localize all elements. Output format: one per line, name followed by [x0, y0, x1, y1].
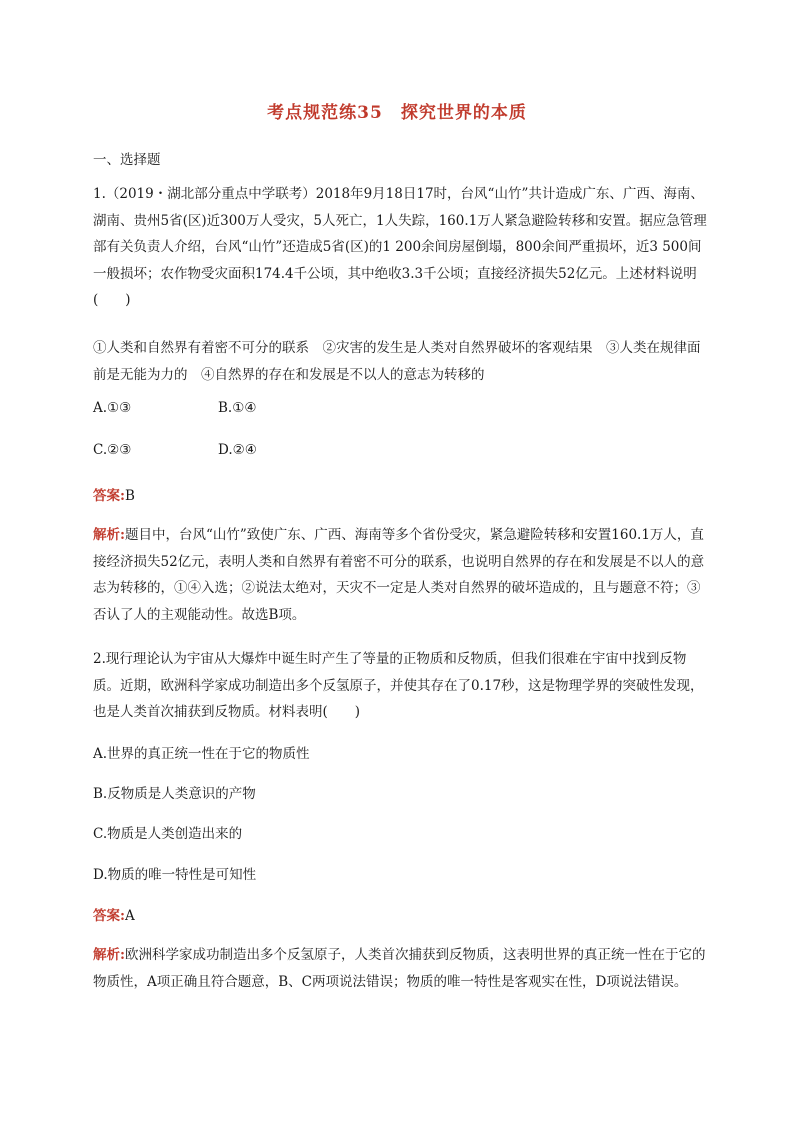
question-2-stem: 2.现行理论认为宇宙从大爆炸中诞生时产生了等量的正物质和反物质，但我们很难在宇宙中找到反物质。近期，欧洲科学家成功制造出多个反氢原子，并使其存在了0.17秒，这是物理学界的突破性发现，也是人类首次捕获到反物质。材料表明( )	[93, 651, 704, 720]
question-2-choice-d: D.物质的唯一特性是可知性	[93, 867, 257, 883]
explanation-label: 解析:	[93, 527, 125, 543]
question-1-statements: ①人类和自然界有着密不可分的联系 ②灾害的发生是人类对自然界破坏的客观结果 ③人类在规律面前是无能为力的 ④自然界的存在和发展是不以人的意志为转移的	[93, 340, 701, 383]
question-1-stem: 1.（2019・湖北部分重点中学联考）2018年9月18日17时，台风“山竹”共计造成广东、广西、海南、湖南、贵州5省(区)近300万人受灾，5人死亡，1人失踪，160.1万人紧急避险转移和安置。据应急管理部有关负责人介绍，台风“山竹”还造成5省(区)的1 200余间房屋倒塌，800余间严重损坏，近3 500间一般损坏；农作物受灾面积174.4千公顷，其中绝收3.3千公顷；直接经济损失52亿元。上述材料说明( )	[93, 186, 707, 308]
question-2-explanation	[93, 942, 713, 995]
explanation-label: 解析:	[93, 947, 125, 963]
question-1-explanation	[93, 522, 713, 628]
answer-label: 答案:	[93, 908, 125, 924]
page-title: 考点规范练35 探究世界的本质	[267, 103, 527, 123]
question-2-choice-c: C.物质是人类创造出来的	[93, 826, 243, 842]
question-1-choice-d: D.②④	[218, 442, 257, 458]
answer-label: 答案:	[93, 488, 125, 504]
question-1-answer	[93, 484, 135, 504]
explanation-text: 题目中，台风“山竹”致使广东、广西、海南等多个省份受灾，紧急避险转移和安置160.1万人，直接经济损失52亿元，表明人类和自然界有着密不可分的联系，也说明自然界的存在和发展是不以人的意志为转移的，①④入选；②说法太绝对，天灾不一定是人类对自然界的破坏造成的，且与题意不符；③否认了人的主观能动性。故选B项。	[93, 527, 705, 623]
question-1-choice-a: A.①③	[93, 400, 132, 416]
question-2-choice-b: B.反物质是人类意识的产物	[93, 786, 256, 802]
question-2-answer	[93, 904, 135, 924]
question-1-choice-c: C.②③	[93, 442, 132, 458]
section-heading: 一、选择题	[93, 152, 161, 168]
answer-value: A	[124, 908, 135, 924]
explanation-text: 欧洲科学家成功制造出多个反氢原子，人类首次捕获到反物质，这表明世界的真正统一性在于它的物质性，A项正确且符合题意，B、C两项说法错误；物质的唯一特性是客观实在性，D项说法错误。	[93, 947, 706, 990]
question-1-choice-b: B.①④	[218, 400, 257, 416]
answer-value: B	[124, 488, 135, 504]
question-2-choice-a: A.世界的真正统一性在于它的物质性	[93, 746, 310, 762]
